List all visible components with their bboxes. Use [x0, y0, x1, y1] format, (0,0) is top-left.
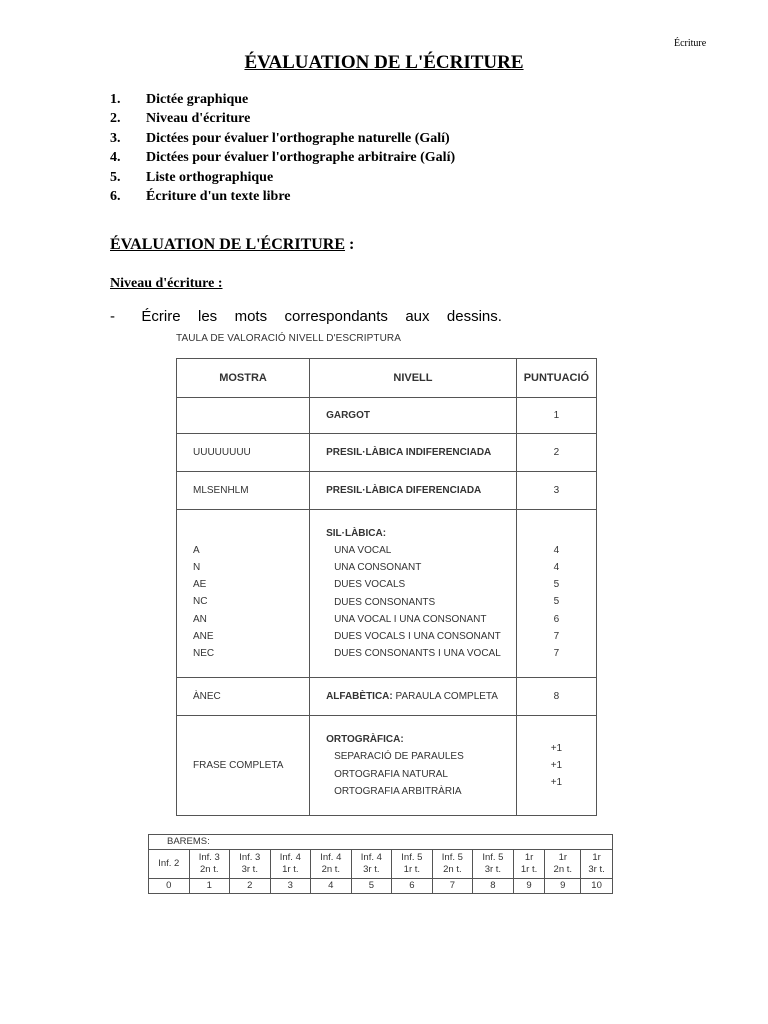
table-row	[177, 678, 597, 716]
barems-scores-row	[149, 879, 613, 894]
score-cell: 0	[149, 879, 190, 894]
column-header: NIVELL	[310, 359, 517, 398]
subsection-title: Niveau d'écriture :	[110, 276, 223, 291]
barems-label: BAREMS:	[149, 835, 613, 850]
level-cell: Inf. 4 2n t.	[311, 850, 352, 879]
toc-item: 2. Niveau d'écriture	[110, 111, 251, 127]
level-cell: Inf. 4 1r t.	[270, 850, 311, 879]
barems-levels-row	[149, 850, 613, 879]
level-cell: Inf. 4 3r t.	[351, 850, 392, 879]
nivell-cell: PRESIL·LÀBICA INDIFERENCIADA	[310, 434, 517, 472]
page-title: ÉVALUATION DE L'ÉCRITURE	[244, 52, 524, 73]
valuation-table	[176, 358, 597, 816]
table-caption: TAULA DE VALORACIÓ NIVELL D'ESCRIPTURA	[176, 333, 402, 344]
puntuacio-cell: 8	[516, 678, 596, 716]
table-of-contents	[110, 90, 455, 206]
level-cell: Inf. 5 2n t.	[432, 850, 473, 879]
mostra-cell: MLSENHLM	[177, 472, 310, 510]
column-header: MOSTRA	[177, 359, 310, 398]
score-cell: 2	[230, 879, 271, 894]
score-cell: 1	[189, 879, 230, 894]
mostra-cell: FRASE COMPLETA	[177, 716, 310, 816]
toc-item: 1. Dictée graphique	[110, 92, 249, 107]
nivell-cell: PRESIL·LÀBICA DIFERENCIADA	[310, 472, 517, 510]
mostra-cell: A N AE NC AN ANE NEC	[177, 510, 310, 678]
score-cell: 10	[581, 879, 613, 894]
nivell-cell: ORTOGRÀFICA: SEPARACIÓ DE PARAULES ORTOGRAFIA NATURAL ORTOGRAFIA ARBITRÀRIA	[310, 716, 517, 816]
score-cell: 8	[473, 879, 514, 894]
nivell-cell: GARGOT	[310, 398, 517, 434]
table-row	[177, 716, 597, 816]
level-cell: 1r 2n t.	[545, 850, 581, 879]
puntuacio-cell: +1 +1 +1	[516, 716, 596, 816]
level-cell: 1r 3r t.	[581, 850, 613, 879]
score-cell: 3	[270, 879, 311, 894]
section-title: ÉVALUATION DE L'ÉCRITURE :	[110, 236, 355, 253]
toc-item: 6. Écriture d'un texte libre	[110, 188, 291, 204]
level-cell: Inf. 5 3r t.	[473, 850, 514, 879]
score-cell: 5	[351, 879, 392, 894]
puntuacio-cell: 1	[516, 398, 596, 434]
score-cell: 7	[432, 879, 473, 894]
score-cell: 9	[513, 879, 545, 894]
level-cell: Inf. 3 2n t.	[189, 850, 230, 879]
toc-item: 4. Dictées pour évaluer l'orthographe arbitraire (Galí)	[110, 150, 456, 166]
toc-item: 3. Dictées pour évaluer l'orthographe naturelle (Galí)	[110, 130, 450, 146]
table-row	[177, 434, 597, 472]
table-row	[177, 510, 597, 678]
column-header: PUNTUACIÓ	[516, 359, 596, 398]
toc-item: 5. Liste orthographique	[110, 169, 274, 185]
score-cell: 6	[392, 879, 433, 894]
level-cell: 1r 1r t.	[513, 850, 545, 879]
nivell-cell: SIL·LÀBICA: UNA VOCAL UNA CONSONANT DUES VOCALS DUES CONSONANTS UNA VOCAL I UNA CONSONANT DUES VOCALS I UNA CONSONANT DUES CONSONANTS I UNA VOCAL	[310, 510, 517, 678]
running-header: Écriture	[674, 38, 707, 49]
puntuacio-cell: 3	[516, 472, 596, 510]
level-cell: Inf. 2	[149, 850, 190, 879]
instruction-text: - Écrire les mots correspondants aux dessins.	[110, 308, 502, 325]
mostra-cell: ÀNEC	[177, 678, 310, 716]
score-cell: 4	[311, 879, 352, 894]
nivell-cell: ALFABÈTICA: PARAULA COMPLETA	[310, 678, 517, 716]
level-cell: Inf. 3 3r t.	[230, 850, 271, 879]
puntuacio-cell: 2	[516, 434, 596, 472]
table-header-row	[177, 359, 597, 398]
level-cell: Inf. 5 1r t.	[392, 850, 433, 879]
table-row	[177, 398, 597, 434]
score-cell: 9	[545, 879, 581, 894]
puntuacio-cell: 4 4 5 5 6 7 7	[516, 510, 596, 678]
barems-table	[148, 834, 613, 894]
mostra-cell	[177, 398, 310, 434]
mostra-cell: UUUUUUUU	[177, 434, 310, 472]
table-row	[177, 472, 597, 510]
